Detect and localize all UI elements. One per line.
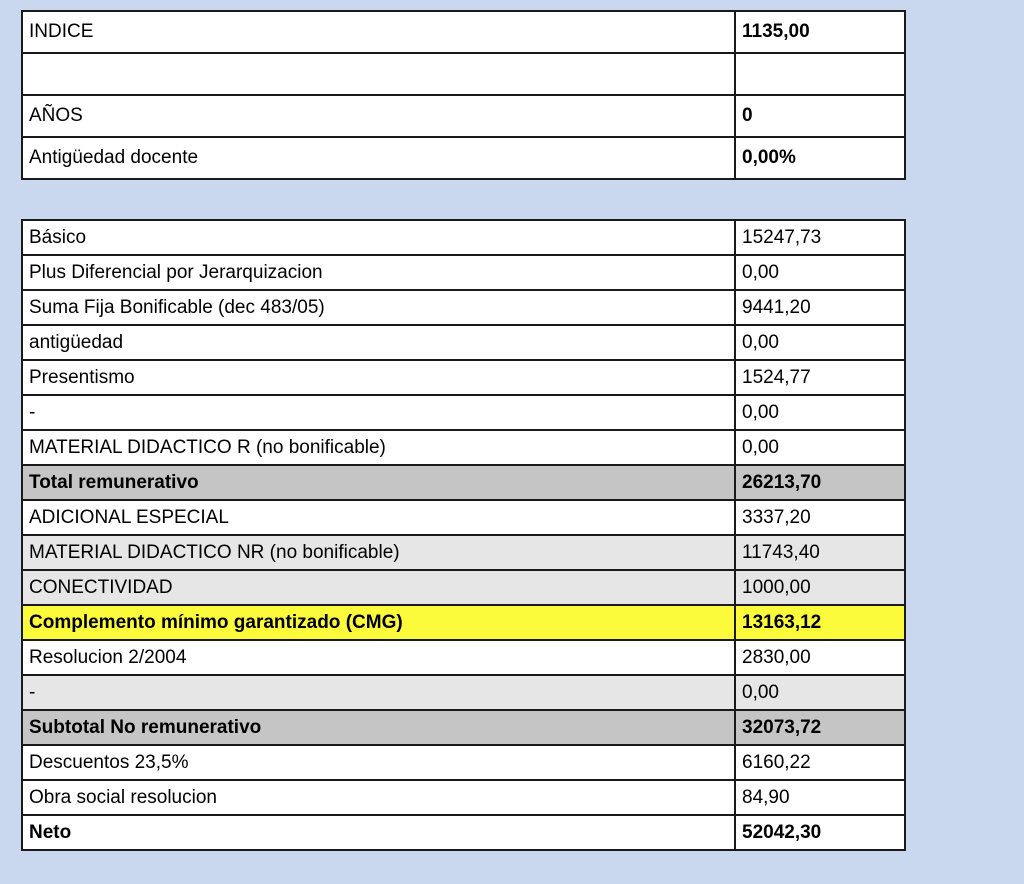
row-value: 13163,12 bbox=[735, 605, 905, 640]
row-material-didactico-nr bbox=[22, 535, 905, 570]
row-resolucion bbox=[22, 640, 905, 675]
row-value: 3337,20 bbox=[735, 500, 905, 535]
row-label bbox=[22, 53, 735, 95]
row-label: AÑOS bbox=[22, 95, 735, 137]
row-value: 0,00 bbox=[735, 430, 905, 465]
row-label: Presentismo bbox=[22, 360, 735, 395]
row-label: Complemento mínimo garantizado (CMG) bbox=[22, 605, 735, 640]
row-value: 1135,00 bbox=[735, 11, 905, 53]
row-value: 1524,77 bbox=[735, 360, 905, 395]
row-label: antigüedad bbox=[22, 325, 735, 360]
row-value: 0,00% bbox=[735, 137, 905, 179]
row-label: Subtotal No remunerativo bbox=[22, 710, 735, 745]
summary-table bbox=[21, 10, 906, 180]
row-label: Plus Diferencial por Jerarquizacion bbox=[22, 255, 735, 290]
row-label: Neto bbox=[22, 815, 735, 850]
row-value: 11743,40 bbox=[735, 535, 905, 570]
row-label: CONECTIVIDAD bbox=[22, 570, 735, 605]
row-presentismo bbox=[22, 360, 905, 395]
row-value: 15247,73 bbox=[735, 220, 905, 255]
row-dash bbox=[22, 395, 905, 430]
summary-row-indice bbox=[22, 11, 905, 53]
summary-row-empty bbox=[22, 53, 905, 95]
row-label: MATERIAL DIDACTICO NR (no bonificable) bbox=[22, 535, 735, 570]
row-value: 32073,72 bbox=[735, 710, 905, 745]
row-conectividad bbox=[22, 570, 905, 605]
row-value: 1000,00 bbox=[735, 570, 905, 605]
row-label: Suma Fija Bonificable (dec 483/05) bbox=[22, 290, 735, 325]
row-value: 0,00 bbox=[735, 255, 905, 290]
summary-row-anios bbox=[22, 95, 905, 137]
row-cmg bbox=[22, 605, 905, 640]
row-label: Descuentos 23,5% bbox=[22, 745, 735, 780]
row-value: 2830,00 bbox=[735, 640, 905, 675]
row-subtotal-no-remunerativo bbox=[22, 710, 905, 745]
row-value: 52042,30 bbox=[735, 815, 905, 850]
row-label: Obra social resolucion bbox=[22, 780, 735, 815]
row-plus-diferencial bbox=[22, 255, 905, 290]
summary-row-antiguedad-docente bbox=[22, 137, 905, 179]
row-suma-fija bbox=[22, 290, 905, 325]
row-adicional-especial bbox=[22, 500, 905, 535]
row-value: 0 bbox=[735, 95, 905, 137]
row-antiguedad bbox=[22, 325, 905, 360]
row-label: Básico bbox=[22, 220, 735, 255]
row-label: INDICE bbox=[22, 11, 735, 53]
row-value: 0,00 bbox=[735, 395, 905, 430]
row-value: 26213,70 bbox=[735, 465, 905, 500]
row-dash-2 bbox=[22, 675, 905, 710]
row-total-remunerativo bbox=[22, 465, 905, 500]
row-material-didactico-r bbox=[22, 430, 905, 465]
salary-breakdown-table bbox=[21, 219, 906, 851]
row-label: Resolucion 2/2004 bbox=[22, 640, 735, 675]
row-label: - bbox=[22, 675, 735, 710]
row-label: MATERIAL DIDACTICO R (no bonificable) bbox=[22, 430, 735, 465]
row-value: 0,00 bbox=[735, 675, 905, 710]
row-descuentos bbox=[22, 745, 905, 780]
row-obra-social bbox=[22, 780, 905, 815]
row-neto bbox=[22, 815, 905, 850]
row-label: Antigüedad docente bbox=[22, 137, 735, 179]
row-value: 9441,20 bbox=[735, 290, 905, 325]
row-basico bbox=[22, 220, 905, 255]
row-label: ADICIONAL ESPECIAL bbox=[22, 500, 735, 535]
row-value bbox=[735, 53, 905, 95]
row-label: Total remunerativo bbox=[22, 465, 735, 500]
row-value: 0,00 bbox=[735, 325, 905, 360]
row-label: - bbox=[22, 395, 735, 430]
row-value: 84,90 bbox=[735, 780, 905, 815]
row-value: 6160,22 bbox=[735, 745, 905, 780]
